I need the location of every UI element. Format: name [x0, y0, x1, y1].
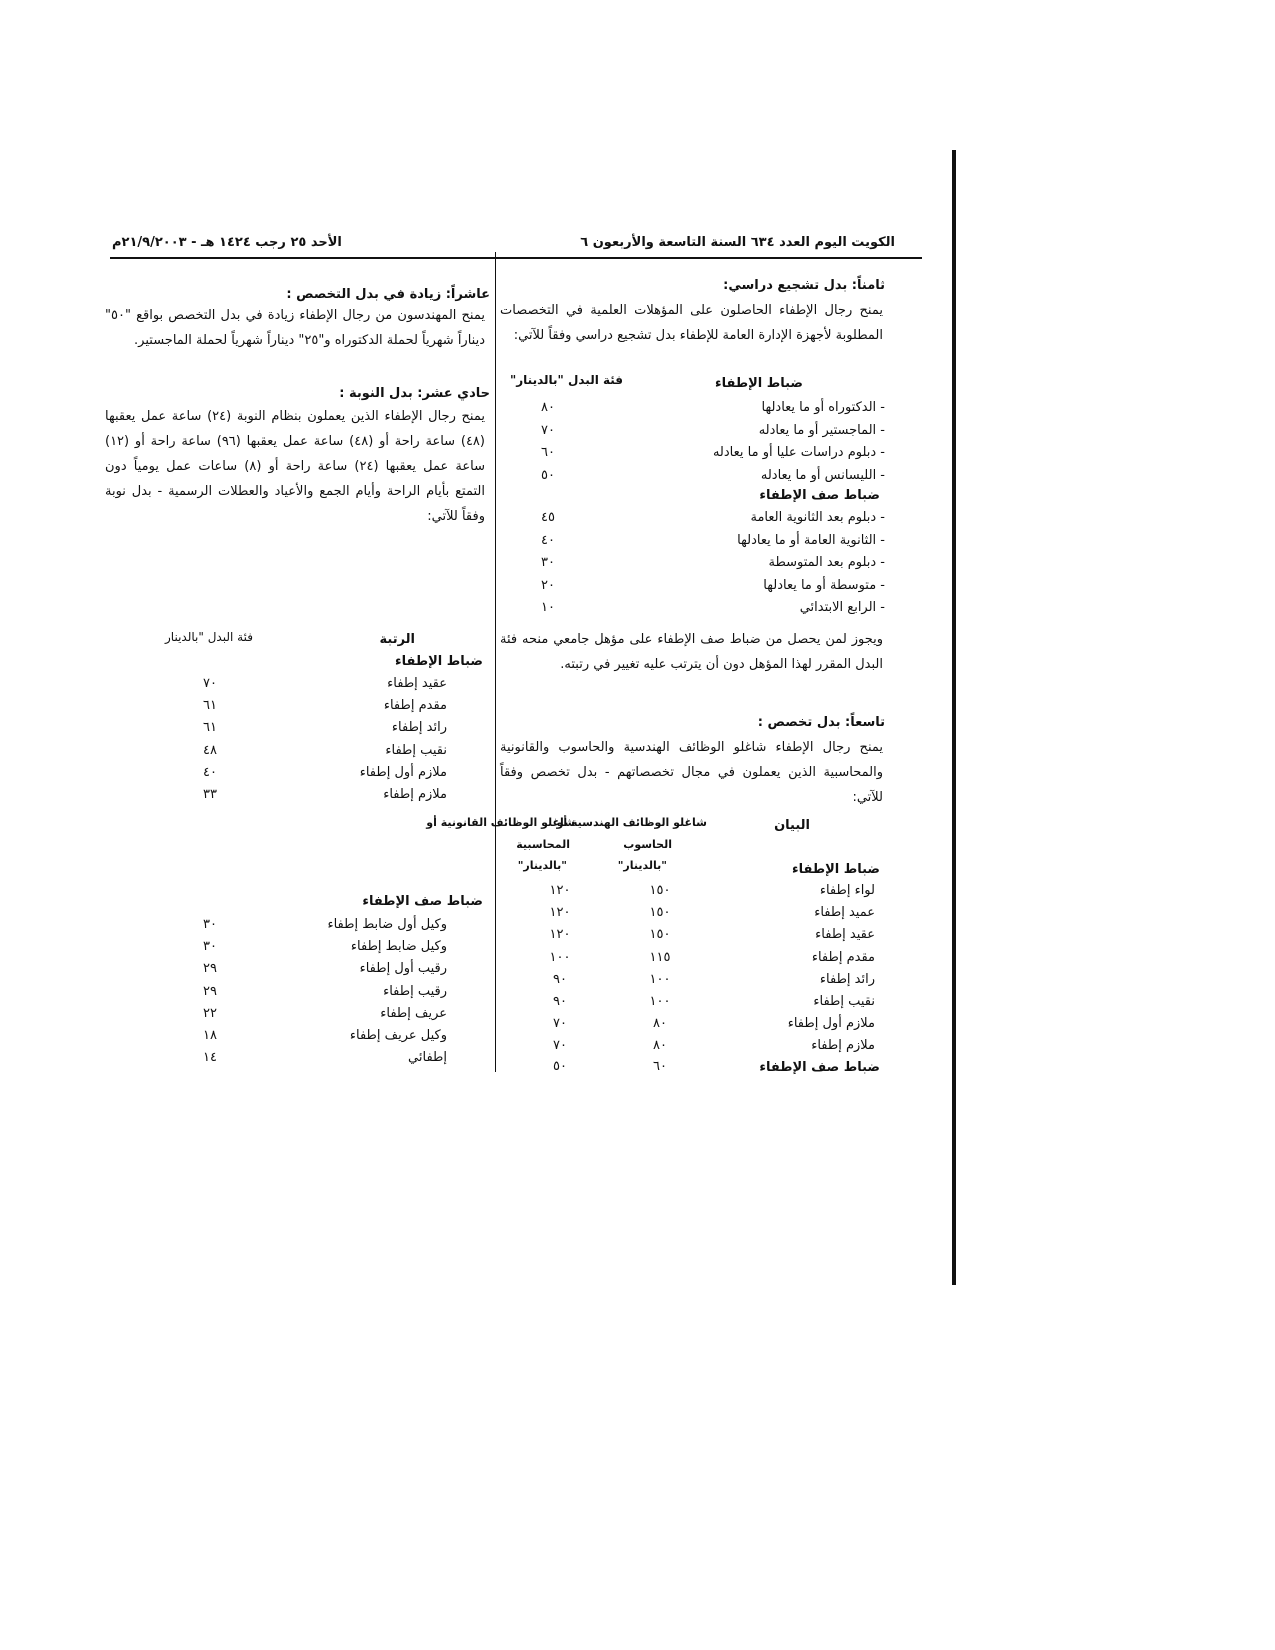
table-row-value-b: ١٠٠: [549, 949, 571, 965]
header-left: الأحد ٢٥ رجب ١٤٢٤ هـ - ٢١/٩/٢٠٠٣م: [112, 235, 342, 250]
section8-col-value: فئة البدل "بالدينار": [510, 373, 624, 387]
table-row-label: - الدكتوراه أو ما يعادلها: [761, 400, 885, 415]
section11-col-label: الرتبة: [379, 632, 415, 647]
table-row-value-b: ٩٠: [553, 994, 567, 1009]
section11-heading: حادي عشر: بدل النوبة :: [339, 386, 490, 401]
table-row-value-a: ١٥٠: [649, 905, 671, 921]
table-row-label: - دبلوم دراسات عليا أو ما يعادله: [712, 445, 885, 460]
table-row-value-a: ١٥٠: [649, 927, 671, 943]
section9-nco-label: ضباط صف الإطفاء: [759, 1060, 880, 1075]
section8-paragraph: يمنح رجال الإطفاء الحاصلون على المؤهلات العلمية في التخصصات المطلوبة لأجهزة الإدارة العامة للإطفاء بدل تشجيع دراسي وفقاً للآتي:: [500, 303, 883, 343]
table-row-value-a: ١٠٠: [649, 994, 671, 1009]
table-row-value-b: ٧٠: [553, 1016, 567, 1032]
table-row-value: ٦٠: [541, 445, 555, 460]
section9-col-b-line1: شاغلو الوظائف القانونية أو: [426, 816, 575, 829]
table-row-value: ١٠: [541, 600, 555, 615]
table-row-label: - دبلوم بعد المتوسطة: [768, 555, 885, 570]
table-row-value: ٨٠: [541, 400, 555, 415]
table-row-label: لواء إطفاء: [819, 883, 875, 898]
table-row-value-a: ١٥٠: [649, 883, 671, 898]
table-row-label: ملازم أول إطفاء: [359, 764, 447, 780]
table-row-value: ٤٠: [203, 764, 217, 780]
section8-nco-label: ضباط صف الإطفاء: [759, 488, 880, 503]
table-row-value-b: ١٢٠: [549, 905, 571, 921]
table-row-value: ٦١: [203, 720, 217, 736]
section9-heading: تاسعاً: بدل تخصص :: [757, 715, 885, 730]
table-row-label: - دبلوم بعد الثانوية العامة: [750, 510, 885, 525]
table-row-value: ٢٠: [541, 577, 555, 593]
table-row-value-b: ١٢٠: [549, 883, 571, 898]
section9-col-a-line2: الحاسوب: [623, 838, 672, 851]
table-row-label: - الثانوية العامة أو ما يعادلها: [737, 532, 885, 548]
page-edge-line: [952, 150, 956, 1285]
table-row-label: عريف إطفاء: [380, 1005, 447, 1021]
section9-nco-b: ٥٠: [553, 1059, 567, 1074]
section9-paragraph: يمنح رجال الإطفاء شاغلو الوظائف الهندسية والحاسوب والقانونية والمحاسبية الذين يعملون في مجال تخصصاتهم - بدل تخصص وفقاً للآتي:: [500, 740, 883, 805]
table-row-label: مقدم إطفاء: [811, 949, 875, 965]
header-right: الكويت اليوم العدد ٦٣٤ السنة التاسعة والأربعون ٦: [580, 235, 895, 250]
table-row-label: مقدم إطفاء: [383, 698, 447, 714]
table-row-label: رائد إطفاء: [819, 971, 875, 987]
section8-heading: ثامناً: بدل تشجيع دراسي:: [723, 278, 885, 293]
table-row-label: رائد إطفاء: [391, 720, 447, 736]
header-rule: [110, 257, 922, 259]
table-row-value: ٢٩: [203, 961, 217, 977]
table-row-value: ١٨: [203, 1028, 217, 1043]
table-row-label: - متوسطة أو ما يعادلها: [763, 577, 885, 593]
table-row-value: ٧٠: [541, 422, 555, 438]
table-row-value-a: ٨٠: [653, 1016, 667, 1032]
table-row-label: ملازم إطفاء: [811, 1038, 875, 1054]
table-row-value-a: ١١٥: [649, 949, 671, 965]
table-row-value: ٥٠: [541, 467, 555, 483]
column-divider: [495, 252, 496, 1072]
table-row-value: ٤٠: [541, 532, 555, 548]
table-row-value-b: ٩٠: [553, 971, 567, 987]
section9-col-label: البيان: [774, 818, 810, 833]
table-row-value-b: ٧٠: [553, 1038, 567, 1054]
section8-note: ويجوز لمن يحصل من ضباط صف الإطفاء على مؤهل جامعي منحه فئة البدل المقرر لهذا المؤهل دون أن يترتب عليه تغيير في رتبته.: [500, 632, 883, 672]
table-row-value: ٦١: [203, 698, 217, 714]
table-row-label: - الماجستير أو ما يعادله: [758, 422, 885, 438]
section8-col-label: ضباط الإطفاء: [714, 376, 803, 391]
table-row-value: ٣٠: [203, 939, 217, 955]
table-row-label: - الرابع الابتدائي: [799, 600, 885, 615]
table-row-label: وكيل عريف إطفاء: [349, 1028, 447, 1043]
table-row-value: ٣٠: [203, 917, 217, 932]
table-row-value-a: ٨٠: [653, 1038, 667, 1054]
table-row-value: ٤٥: [541, 510, 555, 525]
table-row-value: ٤٨: [203, 742, 217, 758]
table-row-value: ٢٩: [203, 983, 217, 999]
table-row-label: وكيل ضابط إطفاء: [350, 939, 447, 955]
table-row-label: ملازم إطفاء: [383, 787, 447, 802]
table-row-label: - الليسانس أو ما يعادله: [760, 467, 885, 483]
table-row-value: ٧٠: [203, 676, 217, 691]
section9-officers-label: ضباط الإطفاء: [791, 862, 880, 877]
table-row-value: ٣٣: [203, 787, 217, 802]
section11-col-value: فئة البدل "بالدينار: [165, 630, 253, 644]
table-row-label: نقيب إطفاء: [385, 742, 447, 758]
section9-col-b-line3: "بالدينار": [517, 859, 567, 872]
table-row-value: ١٤: [203, 1050, 217, 1066]
section9-col-a-line3: "بالدينار": [617, 859, 667, 872]
table-row-value: ٣٠: [541, 555, 555, 570]
section9-nco-a: ٦٠: [653, 1059, 667, 1074]
table-row-label: وكيل أول ضابط إطفاء: [327, 917, 447, 932]
section11-paragraph: يمنح رجال الإطفاء الذين يعملون بنظام النوبة (٢٤) ساعة عمل يعقبها (٤٨) ساعة راحة أو (٤٨) ساعة عمل يعقبها (٩٦) ساعة راحة أو (١٢) ساعة عمل يعقبها (٢٤) ساعة راحة أو (٨) ساعات عمل يومياً دون التمتع بأيام الراحة وأيام الجمع والأعياد والعطلات الرسمية - بدل نوبة وفقاً للآتي:: [105, 409, 486, 524]
table-row-label: عقيد إطفاء: [815, 927, 875, 943]
table-row-label: ملازم أول إطفاء: [787, 1016, 875, 1032]
table-row-value-a: ١٠٠: [649, 971, 671, 987]
table-row-label: عميد إطفاء: [814, 905, 875, 921]
section10-heading: عاشراً: زيادة في بدل التخصص :: [286, 287, 490, 302]
section11-officers-label: ضباط الإطفاء: [394, 654, 483, 669]
section10-paragraph: يمنح المهندسون من رجال الإطفاء زيادة في بدل التخصص بواقع "٥٠" ديناراً شهرياً لحملة الدكتوراه و"٢٥" ديناراً شهرياً لحملة الماجستير.: [105, 308, 485, 348]
section11-nco-label: ضباط صف الإطفاء: [362, 894, 483, 909]
table-row-label: رقيب أول إطفاء: [359, 961, 447, 977]
table-row-label: عقيد إطفاء: [387, 676, 447, 691]
table-row-value-b: ١٢٠: [549, 927, 571, 943]
table-row-value: ٢٢: [203, 1005, 217, 1021]
table-row-label: نقيب إطفاء: [813, 994, 875, 1009]
section9-col-b-line2: المحاسبية: [516, 838, 570, 851]
section9-col-a-line1: شاغلو الوظائف الهندسية أو: [556, 816, 707, 829]
table-row-label: إطفائي: [408, 1050, 447, 1066]
table-row-label: رقيب إطفاء: [383, 983, 447, 999]
